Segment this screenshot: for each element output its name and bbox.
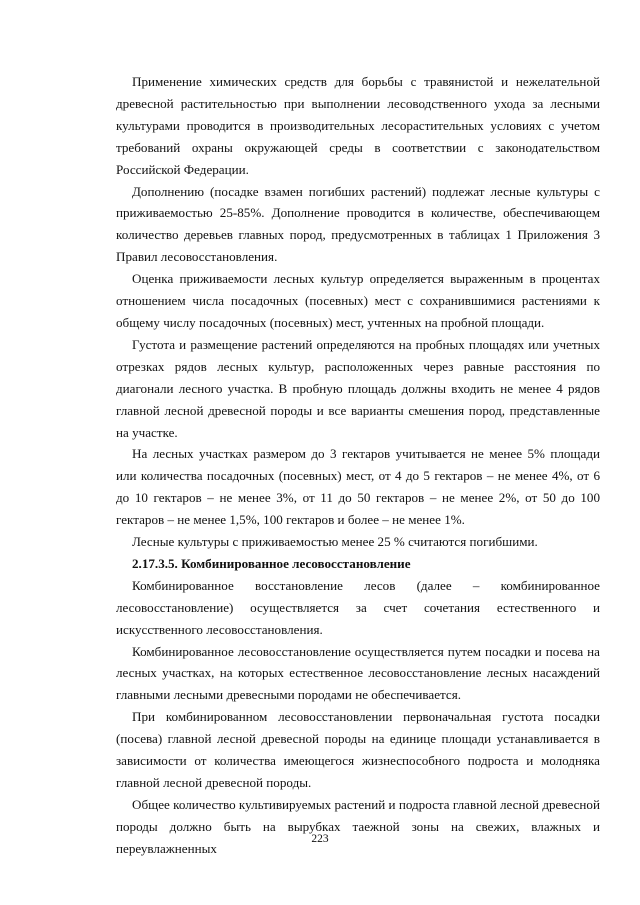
paragraph-supplement-planting: Дополнению (посадке взамен погибших растений) подлежат лесные культуры с приживаемостью 25-85%. Дополнение проводится в количестве, обеспечивающем количество деревьев главных пород, предусмотренных в таблицах 1 Приложения 3 Правил лесовосстановления. xyxy=(116,183,600,265)
paragraph-survival-assessment: Оценка приживаемости лесных культур определяется выраженным в процентах отношением числа посадочных (посевных) мест с сохранившимися растениями к общему числу посадочных (посевных) мест, учтенных на пробной площади. xyxy=(116,271,600,330)
body-text xyxy=(116,71,600,860)
paragraph-density-placement: Густота и размещение растений определяются на пробных площадях или учетных отрезках рядов лесных культур, расположенных через равные расстояния по диагонали лесного участка. В пробную площадь должны входить не менее 4 рядов главной лесной древесной породы и все варианты смешения пород, представленные на участке. xyxy=(116,336,600,440)
paragraph-combined-definition: Комбинированное восстановление лесов (далее – комбинированное лесовосстановление) осуществляется за счет сочетания естественного и искусственного лесовосстановления. xyxy=(116,577,600,637)
paragraph-combined-method: Комбинированное лесовосстановление осуществляется путем посадки и посева на лесных участках, на которых естественное лесовосстановление лесных насаждений главными лесными древесными породами не обеспечивается. xyxy=(116,643,600,703)
page-number: 223 xyxy=(311,833,329,845)
paragraph-chemical-treatment: Применение химических средств для борьбы с травянистой и нежелательной древесной растительностью при выполнении лесоводственного ухода за лесными культурами проводится в производительных лесорастительных условиях с учетом требований охраны окружающей среды в соответствии с законодательством Российской Федерации. xyxy=(116,74,600,177)
paragraph-total-plants: Общее количество культивируемых растений и подроста главной лесной древесной породы должно быть на вырубках таежной зоны на свежих, влажных и переувлажненных xyxy=(116,796,600,856)
paragraph-dead-cultures: Лесные культуры с приживаемостью менее 25 % считаются погибшими. xyxy=(132,534,538,550)
paragraph-combined-density: При комбинированном лесовосстановлении первоначальная густота посадки (посева) главной лесной древесной породы на единице площади устанавливается в зависимости от количества имеющегося жизнеспособного подроста и молодняка главной лесной древесной породы. xyxy=(116,709,600,790)
paragraph-sampling-area: На лесных участках размером до 3 гектаров учитывается не менее 5% площади или количества посадочных (посевных) мест, от 4 до 5 гектаров – не менее 4%, от 6 до 10 гектаров – не менее 3%, от 11 до 50 гектаров – не менее 2%, от 50 до 100 гектаров – не менее 1,5%, 100 гектаров и более – не менее 1%. xyxy=(116,446,600,528)
section-heading: 2.17.3.5. Комбинированное лесовосстановление xyxy=(132,555,411,571)
